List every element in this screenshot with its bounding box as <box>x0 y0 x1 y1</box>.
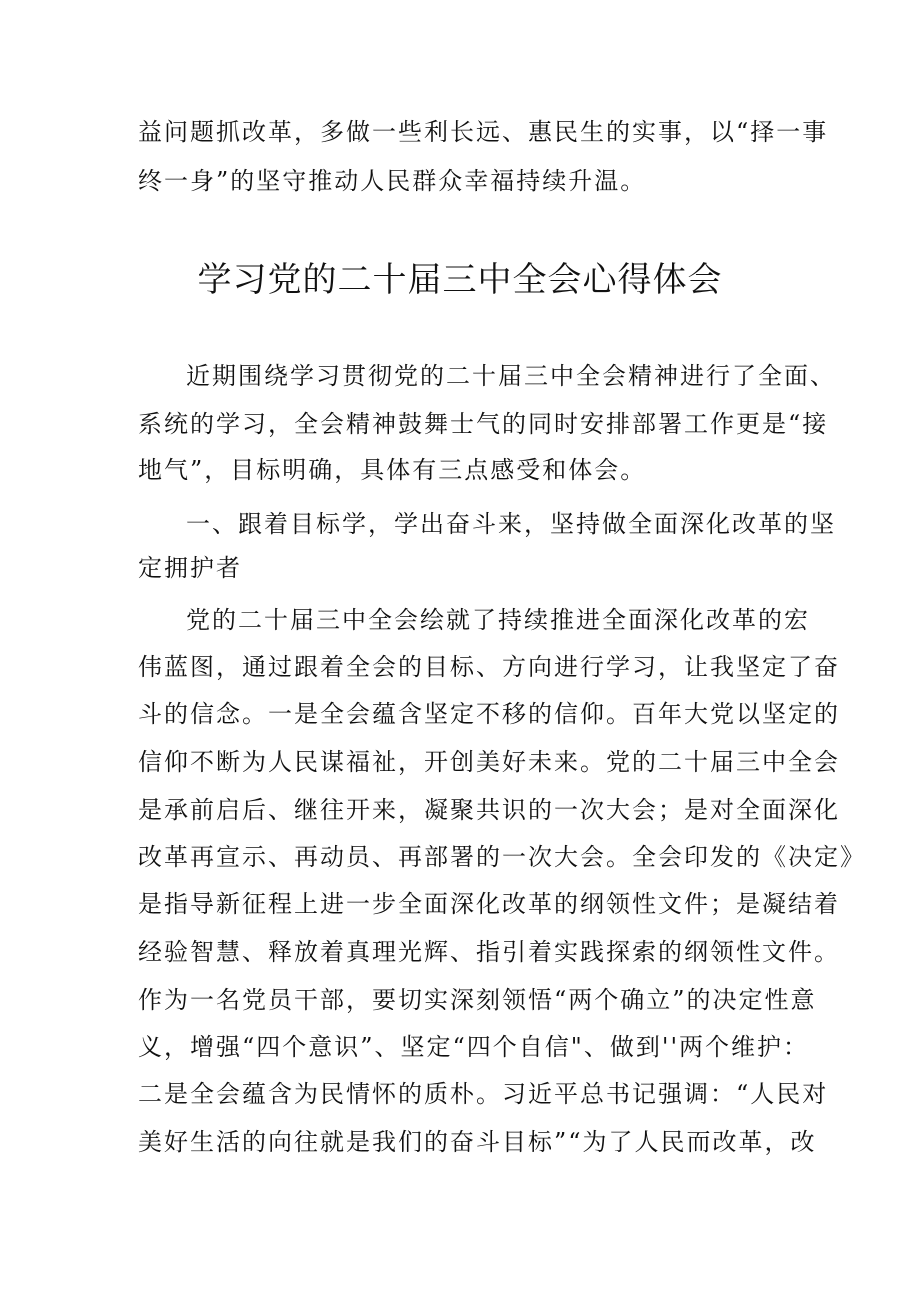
paragraph-line: 斗的信念。一是全会蕴含坚定不移的信仰。百年大党以坚定的 <box>138 700 840 728</box>
paragraph-line: 系统的学习，全会精神鼓舞士气的同时安排部署工作更是“接 <box>138 410 829 438</box>
paragraph-line: 经验智慧、释放着真理光辉、指引着实践探索的纲领性文件。 <box>138 938 840 966</box>
paragraph-line: 信仰不断为人民谋福祉，开创美好未来。党的二十届三中全会 <box>138 748 840 776</box>
document-title: 学习党的二十届三中全会心得体会 <box>197 260 723 300</box>
paragraph-line: 是承前启后、继往开来，凝聚共识的一次大会；是对全面深化 <box>138 796 840 824</box>
paragraph-line: 地气”，目标明确，具体有三点感受和体会。 <box>138 456 647 484</box>
paragraph-line: 伟蓝图，通过跟着全会的目标、方向进行学习，让我坚定了奋 <box>138 653 840 681</box>
paragraph-line: 美好生活的向往就是我们的奋斗目标”“为了人民而改革，改 <box>138 1128 817 1156</box>
paragraph-line: 是指导新征程上进一步全面深化改革的纲领性文件；是凝结着 <box>138 890 840 918</box>
paragraph-line: 近期围绕学习贯彻党的二十届三中全会精神进行了全面、 <box>186 362 836 390</box>
section-heading-line: 一、跟着目标学，学出奋斗来，坚持做全面深化改革的坚 <box>186 510 836 538</box>
intro-line-1: 益问题抓改革，多做一些利长远、惠民生的实事，以“择一事 <box>138 118 829 146</box>
paragraph-line: 改革再宣示、再动员、再部署的一次大会。全会印发的《决定》 <box>138 843 866 871</box>
section-heading-line: 定拥护者 <box>138 554 242 582</box>
intro-line-2: 终一身”的坚守推动人民群众幸福持续升温。 <box>138 167 647 195</box>
paragraph-line: 义，增强“四个意识”、坚定“四个自信"、做到''两个维护： <box>138 1033 810 1061</box>
paragraph-line: 二是全会蕴含为民情怀的质朴。习近平总书记强调：“人民对 <box>138 1080 829 1108</box>
paragraph-line: 作为一名党员干部，要切实深刻领悟“两个确立”的决定性意 <box>138 986 817 1014</box>
paragraph-line: 党的二十届三中全会绘就了持续推进全面深化改革的宏 <box>186 606 810 634</box>
